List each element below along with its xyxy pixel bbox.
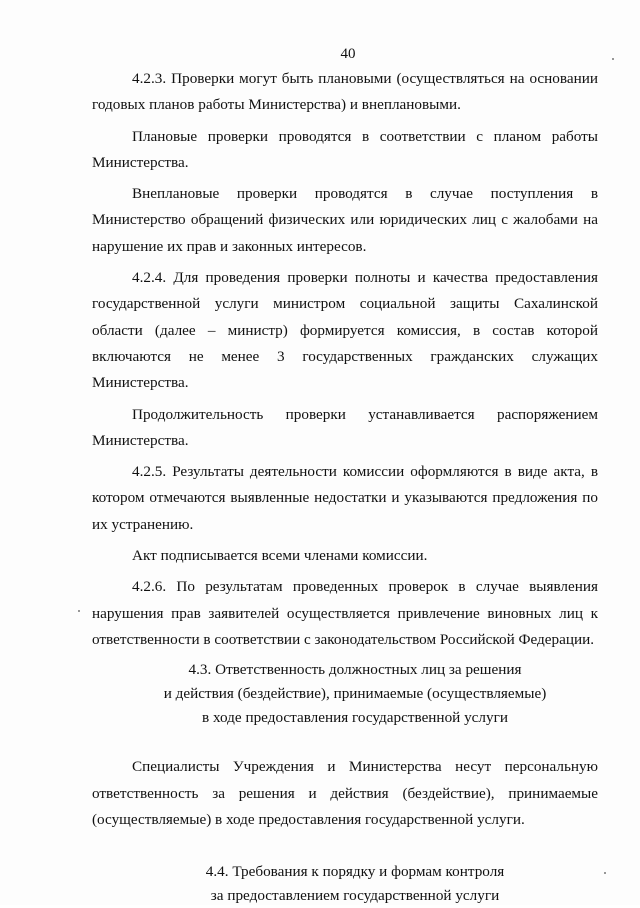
scan-speck	[78, 610, 80, 612]
heading-4-3-line-2: и действия (бездействие), принимаемые (осуществляемые)	[163, 685, 547, 703]
scan-speck	[612, 58, 614, 60]
heading-4-4-line-1: 4.4. Требования к порядку и формам контроля	[205, 863, 505, 881]
paragraph-specialists-responsibility: Специалисты Учреждения и Министерства несут персональную ответственность за решения и действия (бездействие), принимаемые (осуществляемые) в ходе предоставления государственной услуги.	[92, 758, 598, 828]
spacer	[92, 730, 598, 754]
paragraph-unplanned-inspections: Внеплановые проверки проводятся в случае поступления в Министерство обращений физических или юридических лиц с жалобами на нарушение их прав и законных интересов.	[92, 185, 598, 255]
heading-4-3-line-1: 4.3. Ответственность должностных лиц за решения	[188, 661, 522, 679]
page-number: 40	[340, 46, 356, 62]
spacer	[92, 838, 598, 860]
section-heading-4-3	[92, 658, 598, 730]
heading-4-3-line-3: в ходе предоставления государственной услуги	[202, 709, 508, 727]
document-body	[92, 66, 598, 908]
paragraph-inspection-duration: Продолжительность проверки устанавливается распоряжением Министерства.	[92, 405, 598, 449]
paragraph-planned-inspections: Плановые проверки проводятся в соответствии с планом работы Министерства.	[92, 127, 598, 171]
paragraph-act-signing: Акт подписывается всеми членами комиссии.	[132, 547, 428, 565]
paragraph-4-2-4: 4.2.4. Для проведения проверки полноты и качества предоставления государственной услуги министром социальной защиты Сахалинской области (далее – министр) формируется комиссия, в состав которой включаются не менее 3 государственных гражданских служащих Министерства.	[92, 269, 598, 392]
paragraph-4-2-5: 4.2.5. Результаты деятельности комиссии оформляются в виде акта, в котором отмечаются выявленные недостатки и указываются предложения по их устранению.	[92, 463, 598, 533]
heading-4-4-line-2: за предоставлением государственной услуги	[210, 887, 500, 905]
paragraph-4-2-6: 4.2.6. По результатам проведенных проверок в случае выявления нарушения прав заявителей осуществляется привлечение виновных лиц к ответственности в соответствии с законодательством Российской Федерации.	[92, 578, 598, 648]
section-heading-4-4	[92, 860, 598, 908]
scan-speck	[604, 872, 606, 874]
paragraph-4-2-3: 4.2.3. Проверки могут быть плановыми (осуществляться на основании годовых планов работы Министерства) и внеплановыми.	[92, 70, 598, 114]
